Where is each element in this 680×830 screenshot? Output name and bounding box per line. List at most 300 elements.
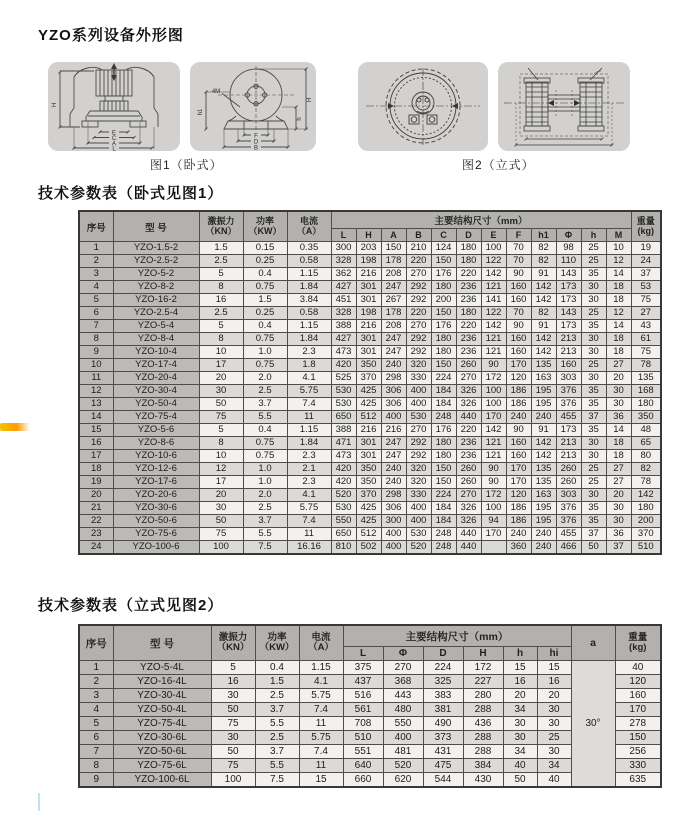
value-cell: 27 — [606, 463, 631, 476]
value-cell: 78 — [631, 359, 661, 372]
value-cell: 198 — [356, 255, 381, 268]
value-cell: 200 — [631, 515, 661, 528]
value-cell: 160 — [506, 281, 531, 294]
value-cell: 7.4 — [287, 398, 331, 411]
model-cell: YZO-20-6 — [113, 489, 199, 502]
value-cell: 12 — [606, 307, 631, 320]
value-cell: 160 — [556, 359, 581, 372]
value-cell: 288 — [463, 745, 503, 759]
value-cell: 30 — [581, 333, 606, 346]
horizontal-type-parameters-table — [78, 210, 662, 555]
value-cell: 1.84 — [287, 333, 331, 346]
value-cell: 7.4 — [287, 515, 331, 528]
model-cell: YZO-5-6 — [113, 424, 199, 437]
value-cell: 150 — [615, 731, 661, 745]
value-cell: 350 — [356, 476, 381, 489]
value-cell: 440 — [456, 411, 481, 424]
value-cell: 306 — [381, 502, 406, 515]
model-cell: YZO-17-6 — [113, 476, 199, 489]
value-cell: 420 — [331, 463, 356, 476]
model-cell: YZO-20-4 — [113, 372, 199, 385]
value-cell: 27 — [606, 359, 631, 372]
value-cell: 5 — [199, 268, 243, 281]
col-header-model: 型 号 — [113, 211, 199, 242]
value-cell: 440 — [456, 541, 481, 555]
value-cell: 7.5 — [243, 541, 287, 555]
value-cell: 240 — [381, 476, 406, 489]
value-cell: 0.4 — [243, 268, 287, 281]
value-cell: 292 — [406, 333, 431, 346]
value-cell: 247 — [381, 281, 406, 294]
value-cell: 320 — [406, 463, 431, 476]
model-cell: YZO-50-4L — [113, 703, 211, 717]
model-cell: YZO-5-4 — [113, 320, 199, 333]
value-cell: 292 — [406, 281, 431, 294]
dim-col-header: M — [606, 229, 631, 242]
value-cell: 660 — [343, 773, 383, 788]
value-cell: 3.7 — [243, 515, 287, 528]
value-cell: 172 — [481, 372, 506, 385]
value-cell: 455 — [556, 528, 581, 541]
col-header-dimensions: 主要结构尺寸（mm） — [331, 211, 631, 229]
value-cell: 2.5 — [199, 307, 243, 320]
value-cell: 306 — [381, 385, 406, 398]
table1-row — [79, 268, 661, 281]
value-cell: 37 — [581, 528, 606, 541]
model-cell: YZO-17-4 — [113, 359, 199, 372]
value-cell: 100 — [481, 398, 506, 411]
value-cell: 240 — [506, 411, 531, 424]
table1-row — [79, 450, 661, 463]
value-cell: 227 — [463, 675, 503, 689]
value-cell: 160 — [615, 689, 661, 703]
model-cell: YZO-75-6L — [113, 759, 211, 773]
value-cell: 240 — [506, 528, 531, 541]
value-cell: 301 — [356, 450, 381, 463]
value-cell: 25 — [581, 359, 606, 372]
value-cell: 30 — [581, 450, 606, 463]
value-cell: 35 — [581, 424, 606, 437]
value-cell: 4.1 — [287, 489, 331, 502]
value-cell: 0.75 — [243, 333, 287, 346]
value-cell: 184 — [431, 515, 456, 528]
value-cell: 30 — [606, 502, 631, 515]
value-cell: 210 — [406, 242, 431, 255]
figure-1-front-view — [190, 62, 316, 151]
value-cell: 110 — [556, 255, 581, 268]
value-cell: 208 — [381, 320, 406, 333]
value-cell: 82 — [631, 463, 661, 476]
value-cell: 170 — [506, 359, 531, 372]
value-cell: 431 — [423, 745, 463, 759]
value-cell: 288 — [463, 731, 503, 745]
value-cell: 150 — [431, 307, 456, 320]
dim-label-4M: 4M — [211, 89, 221, 95]
value-cell: 12 — [606, 255, 631, 268]
value-cell: 40 — [615, 661, 661, 675]
table1-row — [79, 424, 661, 437]
value-cell: 362 — [331, 268, 356, 281]
value-cell: 30 — [537, 745, 571, 759]
dim-col-header: L — [343, 647, 383, 661]
value-cell: 213 — [556, 450, 581, 463]
value-cell: 30 — [537, 703, 571, 717]
value-cell: 292 — [406, 294, 431, 307]
value-cell: 35 — [581, 268, 606, 281]
table1-row — [79, 294, 661, 307]
value-cell: 551 — [343, 745, 383, 759]
value-cell: 122 — [481, 307, 506, 320]
model-cell: YZO-12-6 — [113, 463, 199, 476]
value-cell: 30 — [606, 385, 631, 398]
col-header-no: 序号 — [79, 625, 113, 661]
figure-2-top-view — [358, 62, 488, 151]
dim-label-H2: H — [307, 97, 313, 103]
dim-label-h: h — [297, 117, 303, 121]
value-cell: 2.5 — [243, 502, 287, 515]
value-cell: 360 — [506, 541, 531, 555]
dim-col-header: C — [431, 229, 456, 242]
value-cell: 75 — [211, 717, 255, 731]
value-cell: 40 — [503, 759, 537, 773]
value-cell: 425 — [356, 502, 381, 515]
value-cell: 19 — [631, 242, 661, 255]
value-cell: 370 — [631, 528, 661, 541]
value-cell: 400 — [383, 731, 423, 745]
value-cell: 240 — [531, 528, 556, 541]
value-cell: 90 — [506, 320, 531, 333]
value-cell: 30 — [581, 372, 606, 385]
model-cell: YZO-8-6 — [113, 437, 199, 450]
row-no-cell: 7 — [79, 745, 113, 759]
value-cell: 300 — [331, 242, 356, 255]
value-cell: 247 — [381, 333, 406, 346]
model-cell: YZO-10-6 — [113, 450, 199, 463]
value-cell: 34 — [503, 703, 537, 717]
value-cell: 2.3 — [287, 450, 331, 463]
value-cell: 25 — [581, 463, 606, 476]
value-cell: 236 — [456, 346, 481, 359]
value-cell: 326 — [456, 398, 481, 411]
page-title: YZO系列设备外形图 — [38, 27, 184, 44]
row-no-cell: 24 — [79, 541, 113, 555]
value-cell: 213 — [556, 346, 581, 359]
value-cell: 35 — [581, 515, 606, 528]
value-cell: 27 — [606, 476, 631, 489]
col-header-force: 激振力 （KN） — [199, 211, 243, 242]
model-cell: YZO-8-4 — [113, 333, 199, 346]
value-cell: 142 — [631, 489, 661, 502]
value-cell: 292 — [406, 346, 431, 359]
value-cell: 320 — [406, 476, 431, 489]
dim-col-header: h — [581, 229, 606, 242]
value-cell: 248 — [431, 528, 456, 541]
value-cell: 91 — [531, 268, 556, 281]
value-cell: 3.7 — [255, 745, 299, 759]
value-cell: 420 — [331, 359, 356, 372]
value-cell: 7.4 — [299, 703, 343, 717]
value-cell: 260 — [456, 359, 481, 372]
value-cell: 400 — [406, 502, 431, 515]
value-cell: 436 — [463, 717, 503, 731]
value-cell: 17 — [199, 359, 243, 372]
value-cell: 142 — [481, 268, 506, 281]
value-cell: 40 — [537, 773, 571, 788]
value-cell: 35 — [581, 385, 606, 398]
value-cell: 150 — [431, 255, 456, 268]
value-cell: 0.75 — [243, 359, 287, 372]
model-cell: YZO-50-6L — [113, 745, 211, 759]
value-cell: 325 — [423, 675, 463, 689]
table1-row — [79, 320, 661, 333]
value-cell: 30 — [581, 346, 606, 359]
value-cell: 34 — [503, 745, 537, 759]
dim-col-header: D — [423, 647, 463, 661]
dim-col-header: B — [406, 229, 431, 242]
value-cell: 650 — [331, 528, 356, 541]
value-cell: 236 — [456, 294, 481, 307]
figure-2-caption: 图2（立式） — [462, 158, 535, 172]
value-cell: 20 — [606, 372, 631, 385]
value-cell: 10 — [199, 346, 243, 359]
value-cell: 70 — [506, 242, 531, 255]
vertical-motor-drawing — [498, 62, 630, 151]
row-no-cell: 15 — [79, 424, 113, 437]
motor-front-view-drawing — [190, 62, 316, 151]
row-no-cell: 3 — [79, 689, 113, 703]
value-cell: 30 — [581, 489, 606, 502]
value-cell: 195 — [531, 398, 556, 411]
value-cell: 5.75 — [299, 731, 343, 745]
col-header-angle-a: a — [571, 625, 615, 661]
value-cell: 2.5 — [255, 689, 299, 703]
value-cell: 376 — [556, 502, 581, 515]
value-cell: 70 — [506, 255, 531, 268]
value-cell: 25 — [581, 255, 606, 268]
table1-row — [79, 502, 661, 515]
value-cell: 1.0 — [243, 463, 287, 476]
value-cell: 530 — [406, 411, 431, 424]
value-cell: 473 — [331, 346, 356, 359]
model-cell: YZO-30-6L — [113, 731, 211, 745]
dim-label-D: D — [253, 139, 259, 146]
value-cell: 160 — [506, 346, 531, 359]
value-cell: 270 — [406, 424, 431, 437]
value-cell: 170 — [615, 703, 661, 717]
value-cell: 16 — [199, 294, 243, 307]
value-cell: 5.75 — [299, 689, 343, 703]
dim-col-header: Φ — [383, 647, 423, 661]
value-cell: 270 — [406, 320, 431, 333]
col-header-current: 电流 （A） — [287, 211, 331, 242]
table1-row — [79, 242, 661, 255]
value-cell: 481 — [383, 745, 423, 759]
value-cell: 11 — [299, 717, 343, 731]
value-cell: 256 — [615, 745, 661, 759]
dim-col-header: H — [356, 229, 381, 242]
model-cell: YZO-1.5-2 — [113, 242, 199, 255]
value-cell: 75 — [631, 346, 661, 359]
value-cell: 1.15 — [287, 320, 331, 333]
value-cell: 1.8 — [287, 359, 331, 372]
col-header-power: 功率 （KW） — [243, 211, 287, 242]
value-cell: 172 — [463, 661, 503, 675]
value-cell: 330 — [615, 759, 661, 773]
value-cell: 550 — [331, 515, 356, 528]
value-cell: 70 — [506, 307, 531, 320]
table2-row — [79, 661, 661, 675]
value-cell: 135 — [531, 476, 556, 489]
value-cell: 388 — [331, 424, 356, 437]
value-cell: 384 — [463, 759, 503, 773]
table2-section-title: 技术参数表（立式见图2） — [38, 597, 224, 614]
value-cell: 510 — [631, 541, 661, 555]
value-cell: 195 — [531, 385, 556, 398]
value-cell: 16.16 — [287, 541, 331, 555]
value-cell: 2.1 — [287, 463, 331, 476]
row-no-cell: 7 — [79, 320, 113, 333]
value-cell: 178 — [381, 255, 406, 268]
value-cell: 30 — [199, 502, 243, 515]
value-cell: 135 — [631, 372, 661, 385]
value-cell: 267 — [381, 294, 406, 307]
value-cell: 270 — [456, 489, 481, 502]
value-cell: 150 — [431, 476, 456, 489]
table1-row — [79, 476, 661, 489]
value-cell: 5 — [199, 424, 243, 437]
value-cell: 90 — [481, 476, 506, 489]
value-cell: 0.4 — [243, 424, 287, 437]
value-cell: 247 — [381, 437, 406, 450]
value-cell: 30 — [581, 437, 606, 450]
value-cell: 16 — [211, 675, 255, 689]
value-cell: 50 — [199, 515, 243, 528]
value-cell: 143 — [556, 307, 581, 320]
value-cell: 620 — [383, 773, 423, 788]
value-cell: 30 — [581, 281, 606, 294]
value-cell: 121 — [481, 333, 506, 346]
value-cell: 100 — [481, 242, 506, 255]
value-cell: 170 — [481, 528, 506, 541]
value-cell: 0.58 — [287, 255, 331, 268]
table1-row — [79, 398, 661, 411]
value-cell: 120 — [615, 675, 661, 689]
value-cell: 650 — [331, 411, 356, 424]
value-cell: 1.5 — [243, 294, 287, 307]
value-cell: 288 — [463, 703, 503, 717]
value-cell: 301 — [356, 294, 381, 307]
value-cell: 11 — [299, 759, 343, 773]
value-cell: 143 — [556, 268, 581, 281]
row-no-cell: 2 — [79, 675, 113, 689]
value-cell: 530 — [331, 398, 356, 411]
value-cell: 50 — [211, 703, 255, 717]
value-cell: 173 — [556, 281, 581, 294]
value-cell: 14 — [606, 268, 631, 281]
value-cell: 18 — [606, 346, 631, 359]
value-cell: 216 — [356, 268, 381, 281]
value-cell: 75 — [631, 294, 661, 307]
figure-1-caption: 图1（卧式） — [150, 158, 223, 172]
value-cell: 142 — [531, 437, 556, 450]
value-cell: 443 — [383, 689, 423, 703]
value-cell: 381 — [423, 703, 463, 717]
value-cell: 91 — [531, 320, 556, 333]
value-cell: 530 — [406, 528, 431, 541]
value-cell: 186 — [506, 515, 531, 528]
value-cell: 544 — [423, 773, 463, 788]
table1-row — [79, 385, 661, 398]
value-cell: 0.4 — [255, 661, 299, 675]
value-cell: 180 — [456, 307, 481, 320]
value-cell: 516 — [343, 689, 383, 703]
value-cell: 400 — [406, 398, 431, 411]
value-cell: 248 — [431, 541, 456, 555]
table1-row — [79, 333, 661, 346]
value-cell: 43 — [631, 320, 661, 333]
value-cell: 163 — [531, 372, 556, 385]
value-cell: 37 — [631, 268, 661, 281]
value-cell: 160 — [506, 333, 531, 346]
col-header-weight: 重量 (kg) — [615, 625, 661, 661]
value-cell: 141 — [481, 294, 506, 307]
value-cell: 0.35 — [287, 242, 331, 255]
table1-row — [79, 541, 661, 555]
col-header-model: 型 号 — [113, 625, 211, 661]
value-cell: 5.5 — [243, 411, 287, 424]
value-cell: 326 — [456, 385, 481, 398]
value-cell: 5.5 — [243, 528, 287, 541]
value-cell: 120 — [506, 372, 531, 385]
row-no-cell: 8 — [79, 333, 113, 346]
model-cell: YZO-16-2 — [113, 294, 199, 307]
row-no-cell: 3 — [79, 268, 113, 281]
value-cell: 4.1 — [299, 675, 343, 689]
model-cell: YZO-10-4 — [113, 346, 199, 359]
row-no-cell: 4 — [79, 703, 113, 717]
value-cell: 427 — [331, 333, 356, 346]
value-cell: 8 — [199, 437, 243, 450]
value-cell: 2.3 — [287, 346, 331, 359]
value-cell: 10 — [199, 450, 243, 463]
value-cell: 2.3 — [287, 476, 331, 489]
value-cell: 7.4 — [299, 745, 343, 759]
value-cell: 240 — [531, 541, 556, 555]
value-cell: 176 — [431, 268, 456, 281]
value-cell: 1.5 — [255, 675, 299, 689]
value-cell: 121 — [481, 281, 506, 294]
value-cell: 350 — [631, 411, 661, 424]
value-cell: 90 — [481, 463, 506, 476]
row-no-cell: 1 — [79, 242, 113, 255]
model-cell: YZO-5-2 — [113, 268, 199, 281]
row-no-cell: 9 — [79, 773, 113, 788]
value-cell: 15 — [503, 661, 537, 675]
value-cell: 10 — [606, 242, 631, 255]
value-cell: 490 — [423, 717, 463, 731]
table2-header-row — [79, 625, 661, 647]
value-cell: 170 — [481, 411, 506, 424]
value-cell: 2.5 — [243, 385, 287, 398]
value-cell: 150 — [381, 242, 406, 255]
value-cell: 200 — [431, 294, 456, 307]
value-cell: 520 — [383, 759, 423, 773]
table1-row — [79, 359, 661, 372]
value-cell: 50 — [199, 398, 243, 411]
value-cell: 30 — [581, 294, 606, 307]
value-cell: 520 — [406, 541, 431, 555]
value-cell: 303 — [556, 372, 581, 385]
